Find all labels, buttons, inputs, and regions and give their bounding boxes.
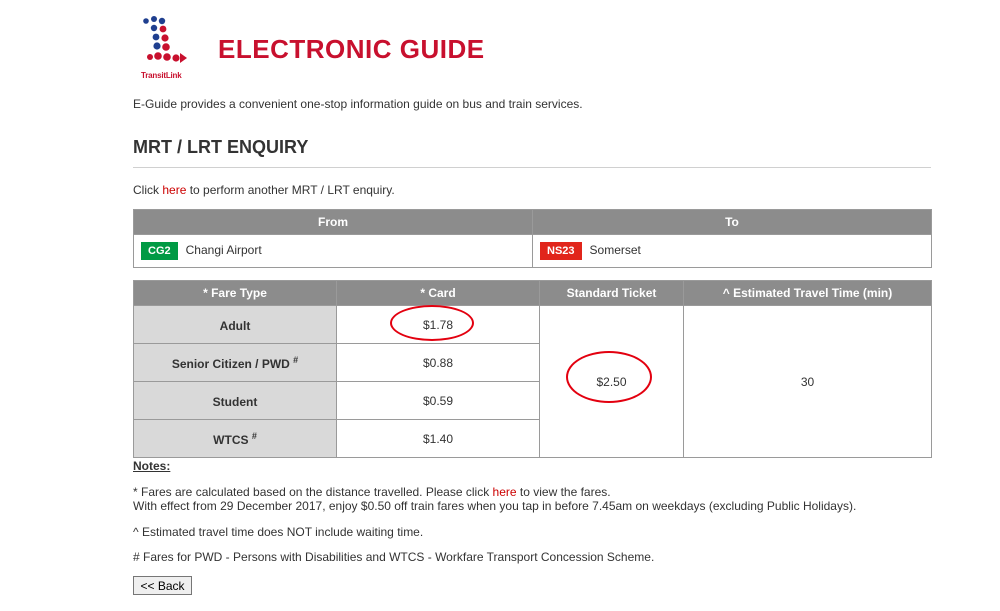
travel-time-cell: 30 [684, 306, 932, 458]
card-header: * Card [337, 281, 540, 306]
from-station-code: CG2 [141, 242, 178, 260]
card-fare-cell: $1.40 [337, 420, 540, 458]
from-station [134, 235, 533, 268]
view-fares-link[interactable]: here [492, 485, 517, 499]
transitlink-logo [138, 14, 198, 84]
route-table [133, 209, 932, 268]
page-title: ELECTRONIC GUIDE [218, 34, 485, 64]
intro-text: E-Guide provides a convenient one-stop information guide on bus and train services. [133, 97, 583, 111]
from-header: From [134, 210, 533, 235]
to-header: To [533, 210, 932, 235]
highlight-circle-card [390, 305, 474, 341]
highlight-circle-ticket [566, 351, 652, 403]
logo-text: TransitLink [141, 71, 182, 80]
fare-type-cell: WTCS # [134, 420, 337, 458]
to-station [533, 235, 932, 268]
click-prefix: Click [133, 183, 163, 197]
standard-ticket-header: Standard Ticket [540, 281, 684, 306]
another-enquiry-line [133, 183, 395, 197]
back-button[interactable]: << Back [133, 576, 192, 595]
transitlink-logo-icon [138, 14, 198, 72]
section-divider [133, 167, 931, 168]
click-suffix: to perform another MRT / LRT enquiry. [186, 183, 395, 197]
card-fare-cell: $0.59 [337, 382, 540, 420]
fare-type-cell: Adult [134, 306, 337, 344]
from-station-name: Changi Airport [185, 243, 262, 258]
travel-time-note: ^ Estimated travel time does NOT include waiting time. [133, 525, 424, 539]
another-enquiry-link[interactable]: here [162, 183, 187, 197]
to-station-name: Somerset [589, 243, 641, 258]
travel-time-header: ^ Estimated Travel Time (min) [684, 281, 932, 306]
fare-type-cell: Student [134, 382, 337, 420]
notes-heading: Notes: [133, 459, 171, 473]
card-fare-cell: $0.88 [337, 344, 540, 382]
to-station-code: NS23 [540, 242, 582, 260]
card-fare-cell: $1.78 [337, 306, 540, 344]
early-tap-note: With effect from 29 December 2017, enjoy $0.50 off train fares when you tap in before 7.45am on weekdays (excluding Public Holidays). [133, 499, 857, 513]
table-row [134, 306, 932, 344]
section-title: MRT / LRT ENQUIRY [133, 137, 309, 157]
fare-type-header: * Fare Type [134, 281, 337, 306]
standard-ticket-cell: $2.50 [540, 306, 684, 458]
fare-table [133, 280, 932, 458]
fare-note: * Fares are calculated based on the distance travelled. Please click here to view the fares. [133, 485, 611, 499]
pwd-wtcs-note: # Fares for PWD - Persons with Disabilities and WTCS - Workfare Transport Concession Scheme. [133, 550, 655, 564]
fare-type-cell: Senior Citizen / PWD # [134, 344, 337, 382]
site-header [138, 14, 938, 84]
